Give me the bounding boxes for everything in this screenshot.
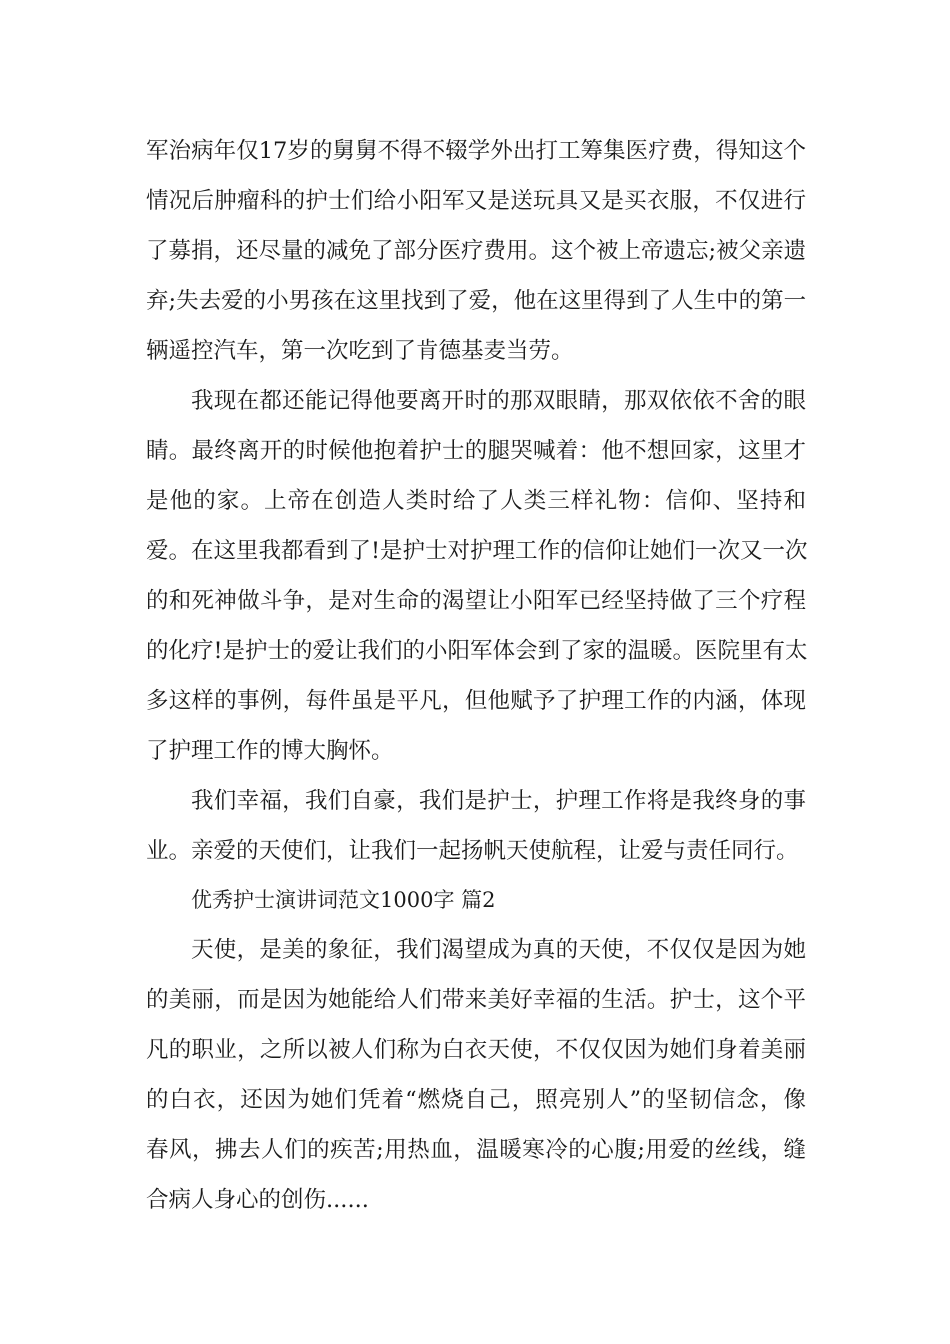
paragraph-line: 的白衣，还因为她们凭着“燃烧自己，照亮别人”的坚韧信念，像 xyxy=(146,1087,806,1113)
paragraph-line: 睛。最终离开的时候他抱着护士的腿哭喊着：他不想回家，这里才 xyxy=(146,438,806,464)
paragraph-line: 辆遥控汽车，第一次吃到了肯德基麦当劳。 xyxy=(146,338,574,364)
paragraph-line: 天使，是美的象征，我们渴望成为真的天使，不仅仅是因为她 xyxy=(191,937,806,963)
paragraph-line: 我现在都还能记得他要离开时的那双眼睛，那双依依不舍的眼 xyxy=(191,388,806,414)
paragraph-line: 军治病年仅17岁的舅舅不得不辍学外出打工筹集医疗费，得知这个 xyxy=(146,138,806,164)
paragraph-line: 凡的职业，之所以被人们称为白衣天使，不仅仅因为她们身着美丽 xyxy=(146,1037,806,1063)
paragraph-line: 了护理工作的博大胸怀。 xyxy=(146,738,394,764)
paragraph-line: 业。亲爱的天使们，让我们一起扬帆天使航程，让爱与责任同行。 xyxy=(146,838,799,864)
paragraph-line: 多这样的事例，每件虽是平凡，但他赋予了护理工作的内涵，体现 xyxy=(146,688,806,714)
paragraph-line: 了募捐，还尽量的减免了部分医疗费用。这个被上帝遗忘;被父亲遗 xyxy=(146,238,807,264)
paragraph-line: 的化疗!是护士的爱让我们的小阳军体会到了家的温暖。医院里有太 xyxy=(146,638,808,664)
paragraph-line: 春风，拂去人们的疾苦;用热血，温暖寒冷的心腹;用爱的丝线，缝 xyxy=(146,1137,806,1163)
paragraph-line: 是他的家。上帝在创造人类时给了人类三样礼物：信仰、坚持和 xyxy=(146,488,806,514)
paragraph-line: 情况后肿瘤科的护士们给小阳军又是送玩具又是买衣服，不仅进行 xyxy=(146,188,806,214)
paragraph-line: 弃;失去爱的小男孩在这里找到了爱，他在这里得到了人生中的第一 xyxy=(146,288,807,314)
section-heading: 优秀护士演讲词范文1000字 篇2 xyxy=(191,888,496,912)
paragraph-line: 我们幸福，我们自豪，我们是护士，护理工作将是我终身的事 xyxy=(191,788,806,814)
paragraph-line: 的和死神做斗争，是对生命的渴望让小阳军已经坚持做了三个疗程 xyxy=(146,588,806,614)
paragraph-line: 爱。在这里我都看到了!是护士对护理工作的信仰让她们一次又一次 xyxy=(146,538,808,564)
paragraph-line: 的美丽，而是因为她能给人们带来美好幸福的生活。护士，这个平 xyxy=(146,987,806,1013)
paragraph-line: 合病人身心的创伤...... xyxy=(146,1187,369,1213)
